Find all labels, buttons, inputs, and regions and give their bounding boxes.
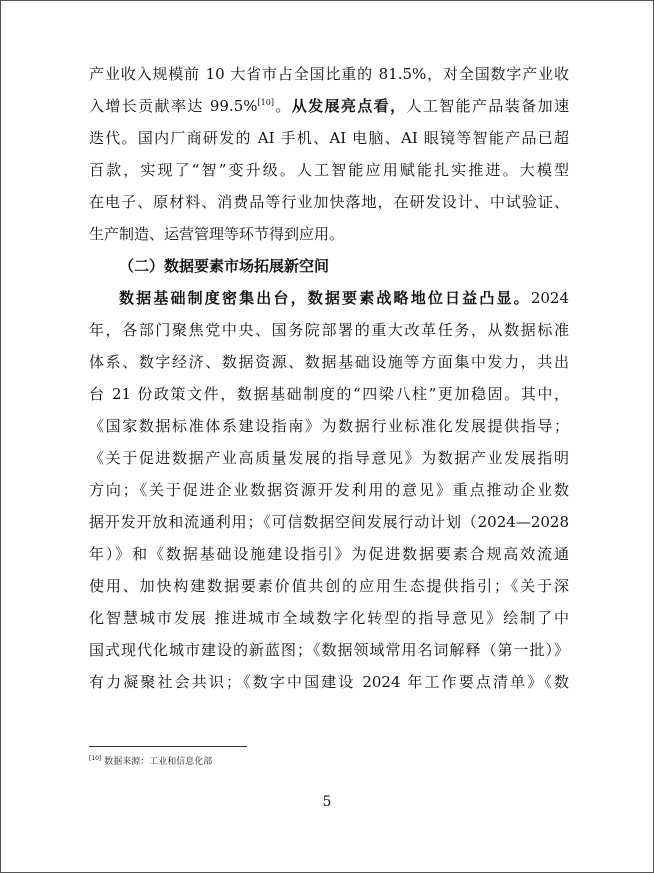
text-line: 化智慧城市发展 推进城市全域数字化转型的指导意见》绘制了中 <box>89 609 569 627</box>
text-line: 有力凝聚社会共识；《数字中国建设 2024 年工作要点清单》《数 <box>89 673 569 691</box>
paragraph-lead: 数据基础制度密集出台，数据要素战略地位日益凸显。 <box>119 289 531 307</box>
text-segment: 入增长贡献率达 99.5% <box>89 97 258 115</box>
text-segment: 人工智能产品装备加速 <box>406 97 569 115</box>
text-line: 百款，实现了“智”变升级。人工智能应用赋能扎实推进。大模型 <box>89 161 569 179</box>
text-line: 据开发开放和流通利用；《可信数据空间发展行动计划（2024—2028 <box>89 513 569 531</box>
text-line: 台 21 份政策文件，数据基础制度的“四梁八柱”更加稳固。其中， <box>89 385 569 403</box>
section-heading: （二）数据要素市场拓展新空间 <box>119 257 330 275</box>
highlight-lead: 从发展亮点看， <box>291 97 407 115</box>
section-heading-block <box>89 250 569 282</box>
text-line: 迭代。国内厂商研发的 AI 手机、AI 电脑、AI 眼镜等智能产品已超 <box>89 129 569 147</box>
text-line: 生产制造、运营管理等环节得到应用。 <box>89 225 345 243</box>
text-line: 年）》和《数据基础设施建设指引》为促进数据要素合规高效流通 <box>89 545 569 563</box>
text-segment: 。 <box>273 97 292 115</box>
text-line: 体系、数字经济、数据资源、数据基础设施等方面集中发力，共出 <box>89 353 569 371</box>
text-line: 方向；《关于促进企业数据资源开发利用的意见》重点推动企业数 <box>89 481 569 499</box>
text-line: 在电子、原材料、消费品等行业加快落地，在研发设计、中试验证、 <box>89 193 569 211</box>
page-number: 5 <box>322 794 332 810</box>
text-line: 《国家数据标准体系建设指南》为数据行业标准化发展提供指导； <box>89 417 569 435</box>
text-line <box>89 282 569 314</box>
text-segment: 2024 <box>530 289 569 307</box>
text-line: 产业收入规模前 10 大省市占全国比重的 81.5%，对全国数字产业收 <box>89 65 569 83</box>
footnote-divider <box>89 746 247 747</box>
text-line: 《关于促进数据产业高质量发展的指导意见》为数据产业发展指明 <box>89 449 569 467</box>
text-line: 使用、加快构建数据要素价值共创的应用生态提供指引；《关于深 <box>89 577 569 595</box>
body-text <box>89 58 569 698</box>
paragraph-data-elements <box>89 282 569 698</box>
text-line: 年，各部门聚焦党中央、国务院部署的重大改革任务，从数据标准 <box>89 321 569 339</box>
text-line: 国式现代化城市建设的新蓝图；《数据领域常用名词解释（第一批）》 <box>89 641 569 659</box>
paragraph-digital-industry <box>89 58 569 250</box>
footnote <box>89 754 212 767</box>
footnote-reference[interactable]: [10] <box>257 98 274 107</box>
footnote-marker: [10] <box>89 755 102 762</box>
text-line <box>89 90 569 122</box>
footnote-text: 数据来源：工业和信息化部 <box>101 757 213 767</box>
